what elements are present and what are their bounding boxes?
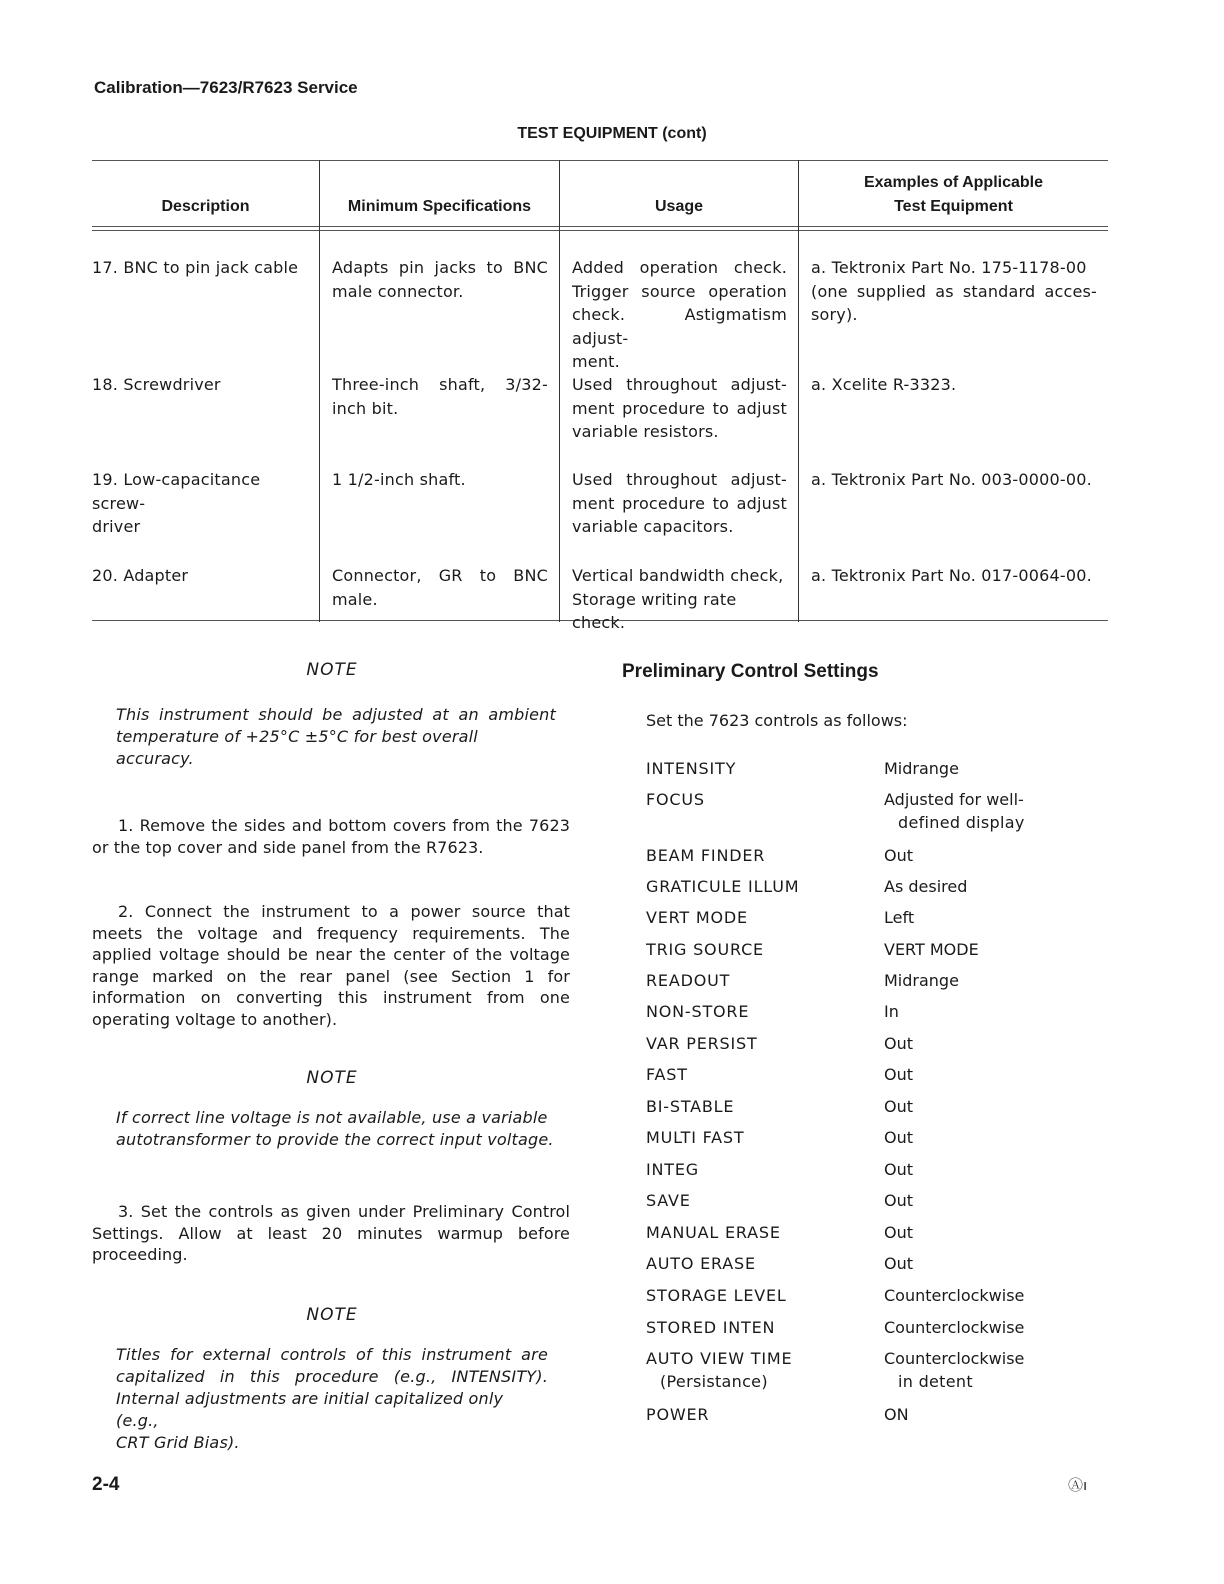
control-value: Out bbox=[884, 1097, 914, 1116]
row17-specs: Adapts pin jacks to BNC male connector. bbox=[332, 258, 548, 301]
step2-paragraph: 2. Connect the instrument to a power source that meets the voltage and frequency requirements. The applied voltage should be near the center of the voltage range marked on the rear panel (see Section 1 for information on converting this instrument from one operating voltage to another). bbox=[92, 902, 570, 1029]
column-divider-1 bbox=[319, 160, 320, 622]
control-value: Midrange bbox=[884, 759, 959, 778]
control-value: Counterclockwise bbox=[884, 1286, 1025, 1305]
row18-description: 18. Screwdriver bbox=[92, 375, 221, 394]
control-name: READOUT bbox=[646, 971, 731, 990]
row17-usage: Added operation check. Trigger source operation check. Astigmatism adjust- ment. bbox=[572, 258, 787, 371]
control-name: GRATICULE ILLUM bbox=[646, 877, 800, 896]
control-value: VERT MODE bbox=[884, 940, 979, 959]
row20-specs: Connector, GR to BNC male. bbox=[332, 566, 548, 609]
control-value: Counterclockwise bbox=[884, 1318, 1025, 1337]
controls-intro: Set the 7623 controls as follows: bbox=[646, 711, 908, 730]
header-examples bbox=[799, 171, 1108, 219]
control-value: Counterclockwise in detent bbox=[884, 1349, 1025, 1391]
header-usage: Usage bbox=[654, 198, 704, 215]
control-value: Adjusted for well- defined display bbox=[884, 790, 1025, 832]
control-name: INTEG bbox=[646, 1160, 699, 1179]
page-header: Calibration—7623/R7623 Service bbox=[94, 78, 358, 97]
control-name: MANUAL ERASE bbox=[646, 1223, 781, 1242]
column-divider-3 bbox=[798, 160, 799, 622]
header-rule-2 bbox=[92, 230, 1108, 231]
control-name: AUTO VIEW TIME (Persistance) bbox=[646, 1349, 793, 1391]
control-value: As desired bbox=[884, 877, 968, 896]
step1-paragraph: 1. Remove the sides and bottom covers from the 7623 or the top cover and side panel from the R7623. bbox=[92, 816, 570, 857]
table-top-rule bbox=[92, 160, 1108, 161]
control-value: In bbox=[884, 1002, 899, 1021]
control-value: Out bbox=[884, 1065, 914, 1084]
control-name: STORAGE LEVEL bbox=[646, 1286, 787, 1305]
control-value: Out bbox=[884, 1034, 914, 1053]
note2-text: If correct line voltage is not available, use a variable autotransformer to provide the correct input voltage. bbox=[116, 1108, 554, 1149]
test-equipment-table bbox=[92, 160, 1108, 632]
note1-text: This instrument should be adjusted at an ambient temperature of +25°C ±5°C for best overall accuracy. bbox=[116, 705, 556, 768]
control-name: FOCUS bbox=[646, 790, 705, 809]
revision-mark: Ⓐı bbox=[1068, 1477, 1088, 1494]
control-value: Out bbox=[884, 846, 914, 865]
control-name: VERT MODE bbox=[646, 908, 748, 927]
control-name: NON-STORE bbox=[646, 1002, 750, 1021]
control-name: TRIG SOURCE bbox=[646, 940, 764, 959]
control-value: Out bbox=[884, 1223, 914, 1242]
row19-usage: Used throughout adjust- ment procedure to adjust variable capacitors. bbox=[572, 470, 787, 536]
row18-usage: Used throughout adjust- ment procedure to adjust variable resistors. bbox=[572, 375, 787, 441]
control-name: FAST bbox=[646, 1065, 688, 1084]
row17-examples: a. Tektronix Part No. 175-1178-00 (one supplied as standard acces- sory). bbox=[811, 258, 1097, 324]
page-number: 2-4 bbox=[92, 1474, 120, 1495]
header-examples-line2: Test Equipment bbox=[894, 198, 1013, 215]
note3-heading: NOTE bbox=[306, 1305, 358, 1325]
control-value: Out bbox=[884, 1160, 914, 1179]
note2-heading: NOTE bbox=[306, 1068, 358, 1088]
header-min-specs: Minimum Specifications bbox=[347, 198, 532, 215]
control-value: Out bbox=[884, 1254, 914, 1273]
row18-specs: Three-inch shaft, 3/32- inch bit. bbox=[332, 375, 548, 418]
step3-paragraph: 3. Set the controls as given under Preliminary Control Settings. Allow at least 20 minutes warmup before proceeding. bbox=[92, 1202, 570, 1264]
row19-specs: 1 1/2-inch shaft. bbox=[332, 470, 466, 489]
header-description: Description bbox=[161, 198, 250, 215]
column-divider-2 bbox=[559, 160, 560, 622]
note1-heading: NOTE bbox=[306, 660, 358, 680]
row19-examples: a. Tektronix Part No. 003-0000-00. bbox=[811, 470, 1092, 489]
row20-examples: a. Tektronix Part No. 017-0064-00. bbox=[811, 566, 1092, 585]
control-value: ON bbox=[884, 1405, 909, 1424]
control-value: Midrange bbox=[884, 971, 959, 990]
control-name: BEAM FINDER bbox=[646, 846, 766, 865]
row19-description: 19. Low-capacitance screw- driver bbox=[92, 470, 261, 536]
control-name: BI-STABLE bbox=[646, 1097, 735, 1116]
control-name: STORED INTEN bbox=[646, 1318, 776, 1337]
header-rule-1 bbox=[92, 226, 1108, 227]
control-value: Out bbox=[884, 1191, 914, 1210]
control-name: INTENSITY bbox=[646, 759, 737, 778]
control-name: SAVE bbox=[646, 1191, 691, 1210]
control-value: Out bbox=[884, 1128, 914, 1147]
note3-text: Titles for external controls of this instrument are capitalized in this procedure (e.g., INTENSITY). Internal adjustments are initial capitalized only (e.g., CRT Grid Bias). bbox=[116, 1345, 548, 1452]
control-value: Left bbox=[884, 908, 915, 927]
row17-description: 17. BNC to pin jack cable bbox=[92, 258, 299, 277]
header-examples-line1: Examples of Applicable bbox=[863, 174, 1043, 191]
control-name: POWER bbox=[646, 1405, 710, 1424]
row20-description: 20. Adapter bbox=[92, 566, 189, 585]
control-name: AUTO ERASE bbox=[646, 1254, 756, 1273]
row18-examples: a. Xcelite R-3323. bbox=[811, 375, 957, 394]
table-title: TEST EQUIPMENT (cont) bbox=[517, 125, 707, 142]
row20-usage: Vertical bandwidth check, Storage writing rate check. bbox=[572, 566, 784, 632]
control-name: MULTI FAST bbox=[646, 1128, 745, 1147]
control-name: VAR PERSIST bbox=[646, 1034, 758, 1053]
preliminary-control-settings-heading: Preliminary Control Settings bbox=[622, 661, 879, 682]
